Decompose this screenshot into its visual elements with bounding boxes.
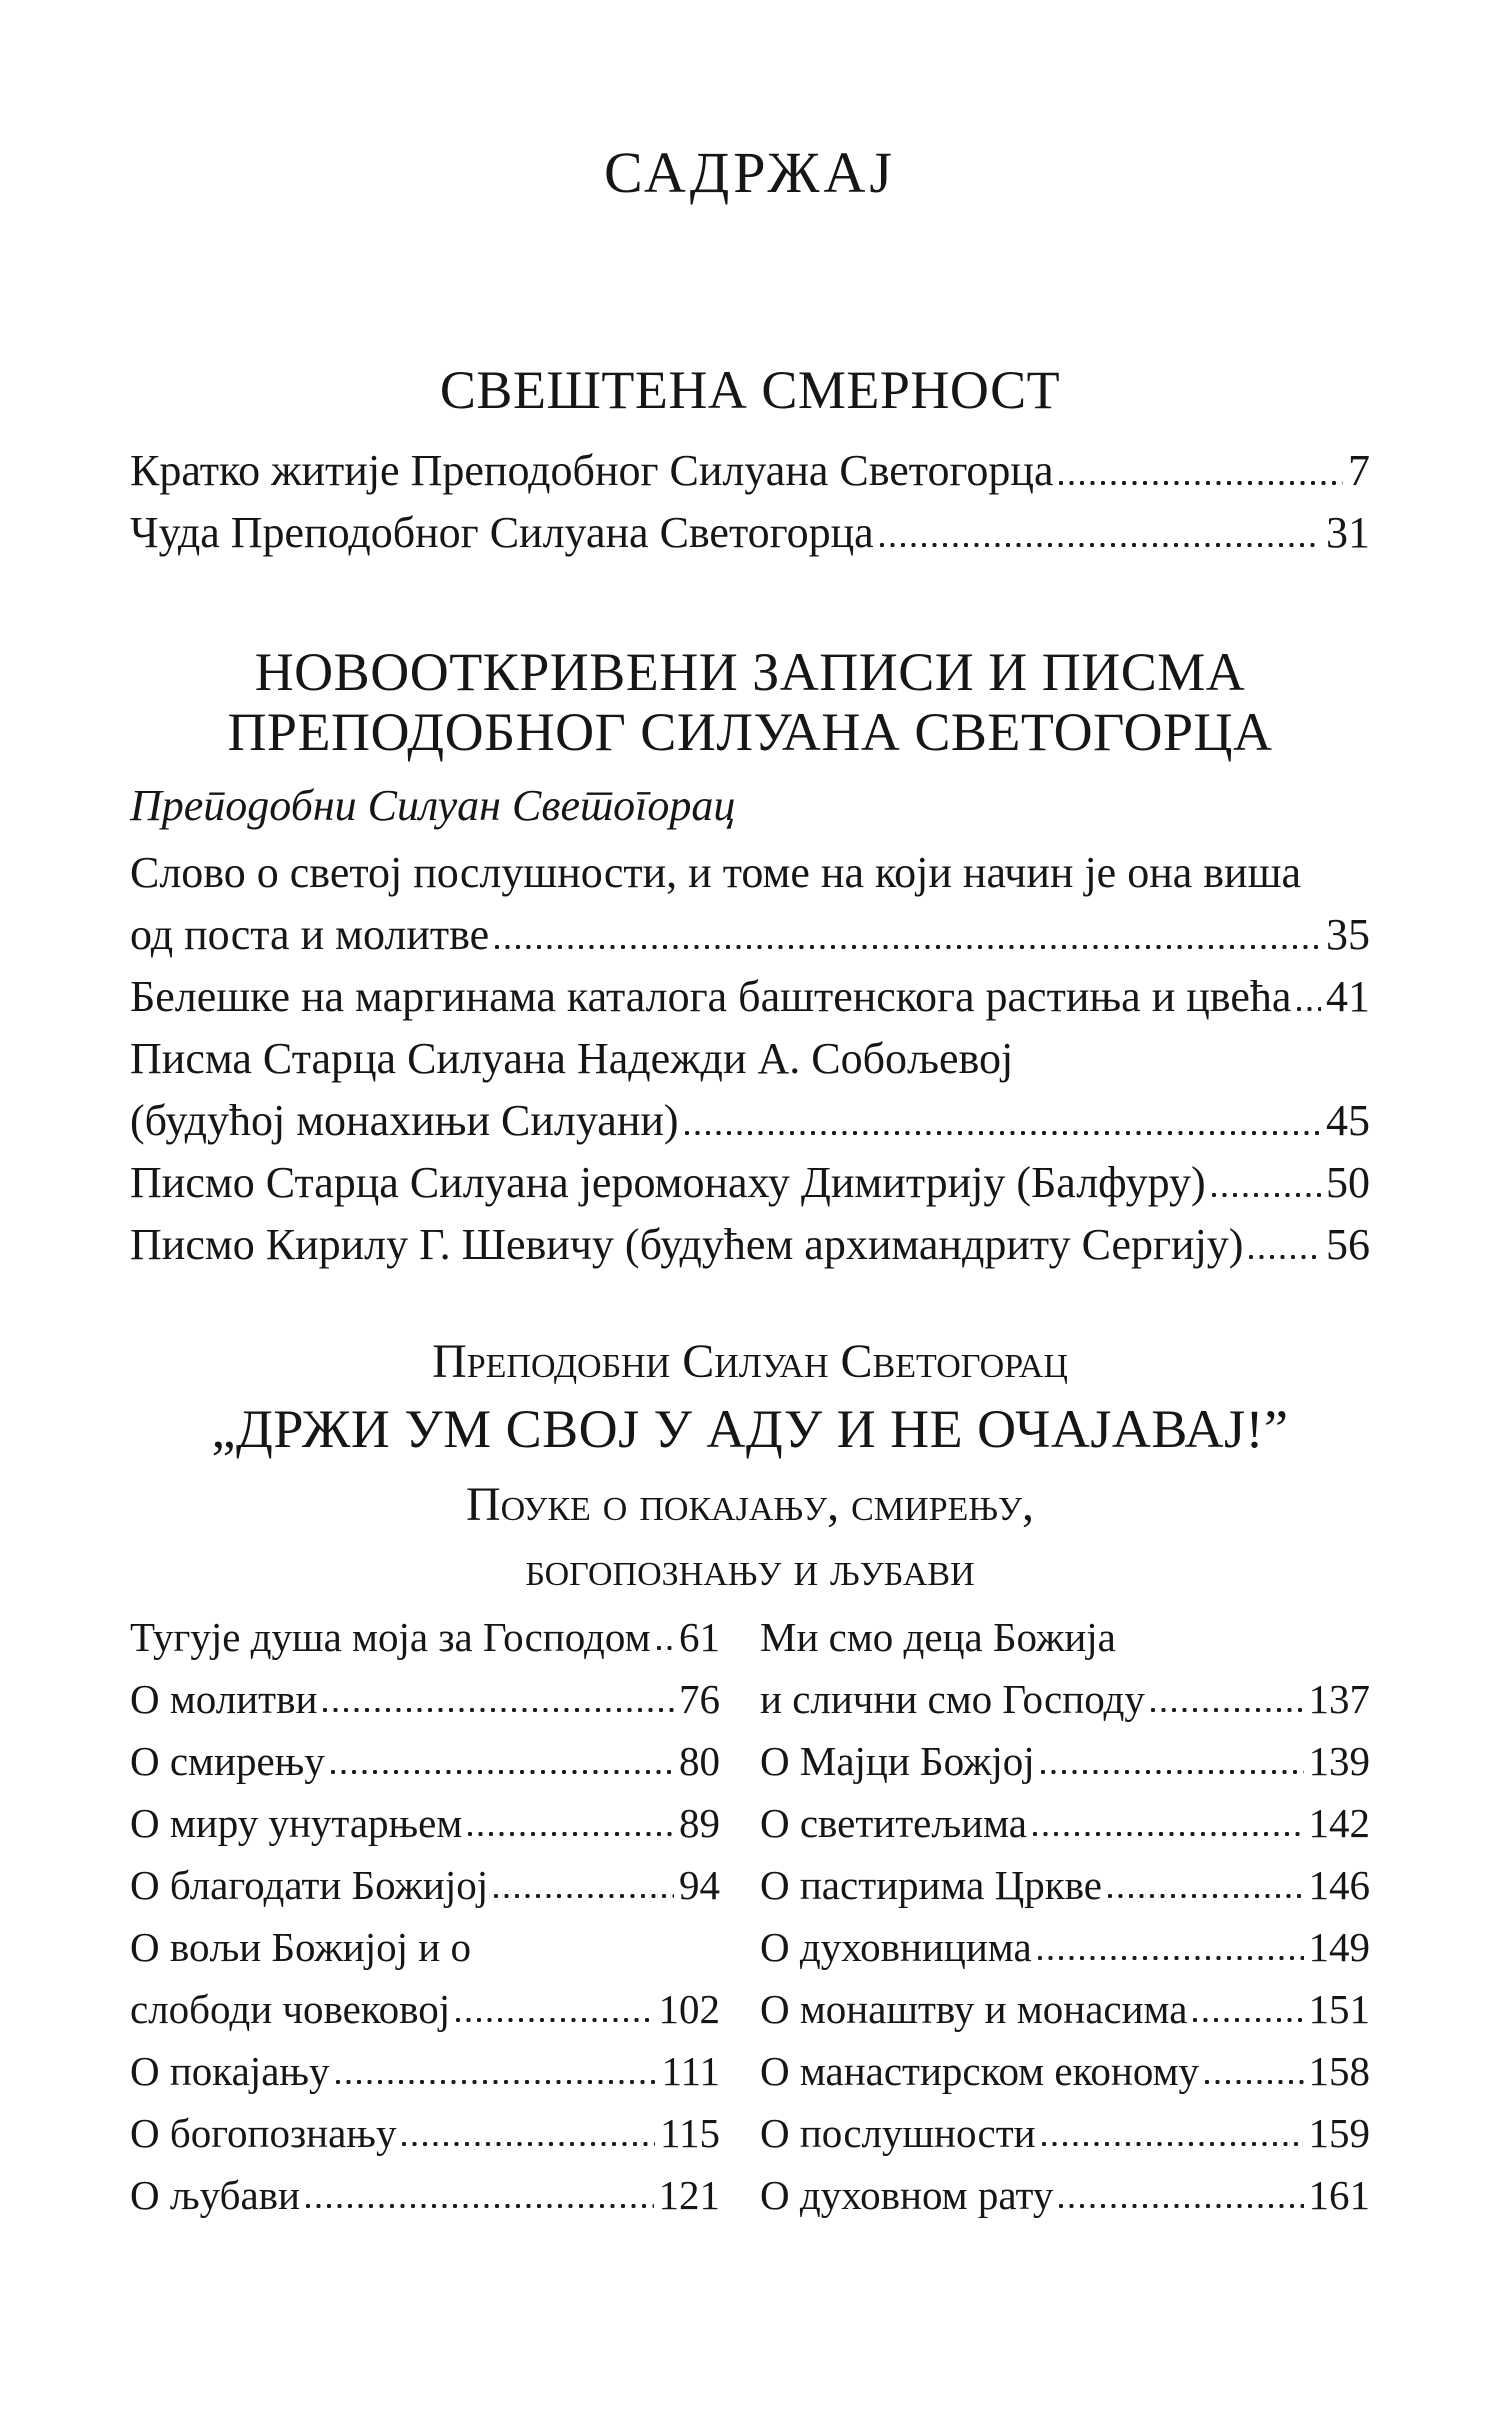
dot-leader: [656, 1645, 674, 1651]
toc-entry: [760, 1916, 1370, 1978]
entry-leader-line: [760, 2040, 1370, 2102]
dot-leader: [493, 1893, 674, 1899]
section-pouke: [130, 1336, 1370, 2226]
entry-page-number: 35: [1326, 910, 1370, 959]
toc-entry: [130, 1152, 1370, 1214]
toc-entry: [130, 1854, 720, 1916]
entry-title: Кратко житије Преподобног Силуана Светогорца: [130, 446, 1054, 495]
entry-wrapped-lines: [130, 842, 1370, 904]
toc-entry: [760, 2040, 1370, 2102]
toc-entry: [130, 1916, 720, 2040]
entry-wrapped-lines: [760, 1606, 1370, 1668]
entry-leader-line: [130, 1606, 720, 1668]
entry-page-number: 149: [1308, 1924, 1370, 1970]
dot-leader: [1058, 480, 1343, 486]
entry-leader-line: [130, 1152, 1370, 1214]
toc-entry: [130, 966, 1370, 1028]
toc-entry: [130, 1214, 1370, 1276]
entry-leader-line: [130, 2102, 720, 2164]
entry-leader-line: [760, 2102, 1370, 2164]
dot-leader: [1037, 1955, 1304, 1961]
entry-page-number: 102: [658, 1986, 720, 2032]
dot-leader: [1192, 2017, 1303, 2023]
entry-title: О Мајци Божјој: [760, 1738, 1035, 1784]
entry-list-left-column: [130, 1606, 720, 2226]
entry-leader-line: [760, 1792, 1370, 1854]
entry-title: О светитељима: [760, 1800, 1027, 1846]
entry-leader-line: [130, 966, 1370, 1028]
heading-line-1: НОВООТКРИВЕНИ ЗАПИСИ И ПИСМА: [254, 642, 1246, 702]
dot-leader: [1204, 2079, 1303, 2085]
entry-leader-line: [130, 1854, 720, 1916]
entry-title: О богопознању: [130, 2110, 397, 2156]
entry-title: Писмо Кирилу Г. Шевичу (будућем архимандриту Сергију): [130, 1220, 1244, 1269]
subtitle-line-2: богопознању и љубави: [525, 1543, 975, 1596]
entry-title: О послушности: [760, 2110, 1036, 2156]
toc-entry: [760, 1606, 1370, 1730]
entry-title: Тугује душа моја за Господом: [130, 1614, 651, 1660]
entry-page-number: 76: [679, 1676, 720, 1722]
entry-wrapped-lines: [130, 1916, 720, 1978]
entry-title: О монаштву и монасима: [760, 1986, 1188, 2032]
entry-page-number: 151: [1308, 1986, 1370, 2032]
entry-leader-line: [760, 1668, 1370, 1730]
entry-title: О духовницима: [760, 1924, 1032, 1970]
dot-leader: [1150, 1707, 1304, 1713]
toc-entry: [130, 1028, 1370, 1152]
toc-entry: [130, 1792, 720, 1854]
entry-page-number: 61: [679, 1614, 720, 1660]
page-title: САДРЖАЈ: [604, 140, 896, 205]
toc-entry: [130, 2040, 720, 2102]
entry-page-number: 94: [679, 1862, 720, 1908]
dot-leader: [455, 2017, 653, 2023]
entry-list: [130, 440, 1370, 564]
entry-leader-line: [130, 502, 1370, 564]
dot-leader: [467, 1831, 674, 1837]
dot-leader: [335, 2079, 657, 2085]
entry-leader-line: [130, 1978, 720, 2040]
dot-leader: [494, 944, 1321, 950]
subtitle-line-1: Поуке о покајању, смирењу,: [465, 1478, 1035, 1531]
entry-leader-line: [130, 1792, 720, 1854]
entry-leader-line: [130, 1668, 720, 1730]
entry-text-line: Ми смо деца Божија: [760, 1614, 1116, 1660]
author-subheading-italic: Преподобни Силуан Светогорац: [130, 781, 736, 830]
entry-title: О духовном рату: [760, 2172, 1054, 2218]
entry-page-number: 31: [1326, 508, 1370, 557]
dot-leader: [305, 2203, 654, 2209]
toc-entry: [760, 1978, 1370, 2040]
entry-text-line: О вољи Божијој и о: [130, 1924, 471, 1970]
entry-page-number: 45: [1326, 1096, 1370, 1145]
entry-text-line: Слово о светој послушности, и томе на који начин је она виша: [130, 848, 1302, 897]
dot-leader: [1032, 1831, 1304, 1837]
entry-title: О покајању: [130, 2048, 330, 2094]
dot-leader: [1040, 1769, 1304, 1775]
dot-leader: [322, 1707, 674, 1713]
toc-entry: [130, 440, 1370, 502]
entry-leader-line: [760, 1854, 1370, 1916]
dot-leader: [1296, 1006, 1321, 1012]
toc-entry: [130, 1668, 720, 1730]
heading-line-2: ПРЕПОДОБНОГ СИЛУАНА СВЕТОГОРЦА: [227, 702, 1273, 762]
dot-leader: [330, 1769, 674, 1775]
entry-page-number: 137: [1308, 1676, 1370, 1722]
entry-leader-line: [130, 904, 1370, 966]
entry-leader-line: [130, 1214, 1370, 1276]
entry-leader-line: [760, 2164, 1370, 2226]
toc-entry: [130, 502, 1370, 564]
toc-entry: [760, 1730, 1370, 1792]
entry-title: О манастирском економу: [760, 2048, 1200, 2094]
toc-entry: [760, 2102, 1370, 2164]
entry-page-number: 80: [679, 1738, 720, 1784]
entry-page-number: 161: [1308, 2172, 1370, 2218]
entry-page-number: 121: [658, 2172, 720, 2218]
entry-title: О миру унутарњем: [130, 1800, 463, 1846]
dot-leader: [684, 1130, 1321, 1136]
toc-entry: [760, 2164, 1370, 2226]
section-heading: [130, 642, 1370, 762]
two-column-entries: [130, 1606, 1370, 2226]
entry-title: од поста и молитве: [130, 910, 490, 959]
toc-entry: [130, 1730, 720, 1792]
entry-page-number: 111: [661, 2048, 720, 2094]
entry-wrapped-lines: [130, 1028, 1370, 1090]
entry-title: и слични смо Господу: [760, 1676, 1145, 1722]
entry-page-number: 142: [1308, 1800, 1370, 1846]
dot-leader: [879, 542, 1321, 548]
entry-leader-line: [130, 1730, 720, 1792]
entry-page-number: 139: [1308, 1738, 1370, 1784]
entry-page-number: 41: [1326, 972, 1370, 1021]
entry-title: (будућој монахињи Силуани): [130, 1096, 679, 1145]
entry-title: Чуда Преподобног Силуана Светогорца: [130, 508, 874, 557]
entry-page-number: 158: [1308, 2048, 1370, 2094]
entry-page-number: 7: [1348, 446, 1370, 495]
entry-page-number: 159: [1308, 2110, 1370, 2156]
entry-leader-line: [130, 2164, 720, 2226]
dot-leader: [1058, 2203, 1303, 2209]
section-novootkriveni-zapisi: [130, 642, 1370, 1276]
entry-leader-line: [760, 1730, 1370, 1792]
toc-entry: [130, 2102, 720, 2164]
quote-heading: „ДРЖИ УМ СВОЈ У АДУ И НЕ ОЧАЈАВАЈ!”: [211, 1399, 1289, 1459]
dot-leader: [1248, 1254, 1321, 1260]
entry-text-line: Писма Старца Силуана Надежди А. Собољевој: [130, 1034, 1014, 1083]
entry-leader-line: [130, 1090, 1370, 1152]
subtitle-heading: [130, 1472, 1370, 1602]
entry-title: О благодати Божијој: [130, 1862, 489, 1908]
entry-page-number: 115: [660, 2110, 720, 2156]
entry-title: О љубави: [130, 2172, 300, 2218]
entry-title: слободи човековој: [130, 1986, 451, 2032]
toc-entry: [760, 1792, 1370, 1854]
entry-page-number: 56: [1326, 1220, 1370, 1269]
author-heading: Преподобни Силуан Светогорац: [432, 1335, 1068, 1388]
entry-title: О пастирима Цркве: [760, 1862, 1102, 1908]
entry-title: О молитви: [130, 1676, 318, 1722]
entry-leader-line: [760, 1916, 1370, 1978]
dot-leader: [1107, 1893, 1304, 1899]
toc-entry: [760, 1854, 1370, 1916]
entry-page-number: 146: [1308, 1862, 1370, 1908]
section-heading: СВЕШТЕНА СМЕРНОСТ: [439, 360, 1061, 420]
entry-title: Белешке на маргинама каталога баштенскога растиња и цвећа: [130, 972, 1292, 1021]
entry-list: [130, 842, 1370, 1276]
toc-entry: [130, 2164, 720, 2226]
dot-leader: [1211, 1192, 1321, 1198]
toc-entry: [130, 1606, 720, 1668]
toc-entry: [130, 842, 1370, 966]
entry-title: О смирењу: [130, 1738, 325, 1784]
entry-page-number: 50: [1326, 1158, 1370, 1207]
entry-leader-line: [130, 2040, 720, 2102]
entry-page-number: 89: [679, 1800, 720, 1846]
toc-page: [130, 0, 1370, 2226]
dot-leader: [1041, 2141, 1304, 2147]
dot-leader: [401, 2141, 655, 2147]
entry-leader-line: [130, 440, 1370, 502]
entry-list-right-column: [760, 1606, 1370, 2226]
section-svestena-smernost: [130, 360, 1370, 564]
entry-leader-line: [760, 1978, 1370, 2040]
entry-title: Писмо Старца Силуана јеромонаху Димитрију (Балфуру): [130, 1158, 1206, 1207]
